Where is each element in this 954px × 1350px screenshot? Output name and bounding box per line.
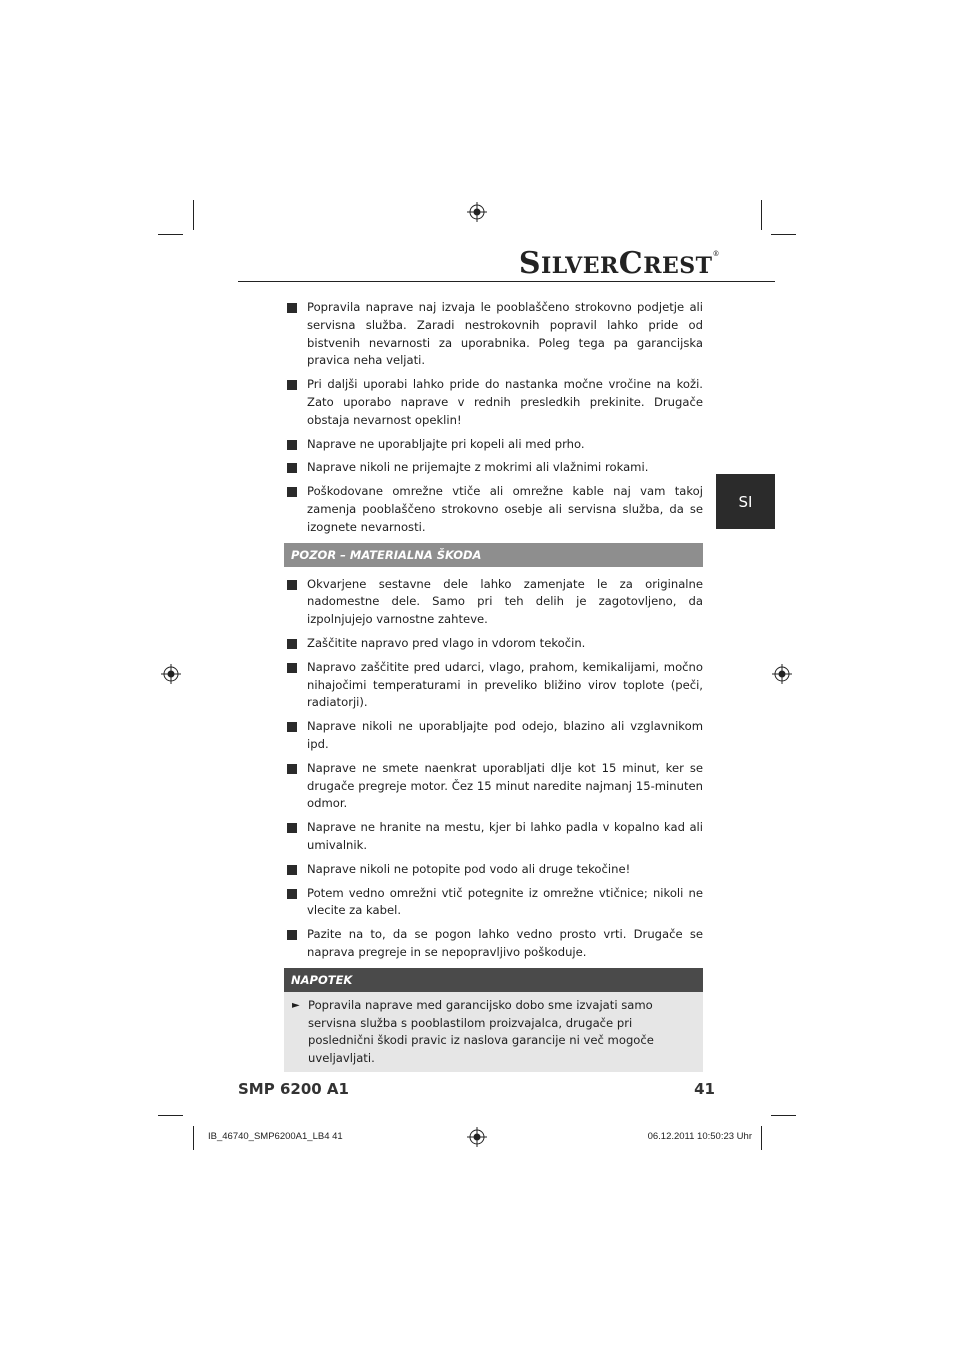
section-heading-material-damage: POZOR – MATERIALNA ŠKODA [284,543,703,567]
registration-mark-icon [467,202,487,222]
material-damage-list [284,576,703,962]
crop-mark [158,1115,183,1116]
print-slug-right: 06.12.2011 10:50:23 Uhr [647,1131,752,1142]
brand-letter: S [518,246,542,281]
crop-mark [771,1115,796,1116]
footer-model: SMP 6200 A1 [238,1080,349,1098]
square-bullet-icon [287,487,297,497]
list-item: Popravila naprave naj izvaja le pooblaščeno strokovno podjetje ali servisna služba. Zaradi nestrokovnih popravil lahko pride od bistvenih nevarnosti za uporabnika. Poleg tega pa garancijska pravica neha veljati. [284,299,703,370]
list-item: Okvarjene sestavne dele lahko zamenjate le za originalne nadomestne dele. Samo pri teh delih je zagotovljeno, da izpolnjujejo varnostne zahteve. [284,576,703,629]
list-item: Poškodovane omrežne vtiče ali omrežne kable naj vam takoj zamenja pooblaščeno strokovno osebje ali servisna služba, da se izognete nevarnosti. [284,483,703,536]
square-bullet-icon [287,463,297,473]
square-bullet-icon [287,930,297,940]
header-rule [238,281,775,282]
list-item: Naprave nikoli ne prijemajte z mokrimi ali vlažnimi rokami. [284,459,703,477]
list-item: Zaščitite napravo pred vlago in vdorom tekočin. [284,635,703,653]
square-bullet-icon [287,440,297,450]
crop-mark [771,234,796,235]
list-item: Naprave ne smete naenkrat uporabljati dlje kot 15 minut, ker se drugače pregreje motor. Čez 15 minut naredite najmanj 15-minuten odmor. [284,760,703,813]
arrow-right-icon: ► [292,999,300,1011]
crop-mark [193,1126,194,1150]
brand-logo [480,246,720,281]
brand-text: REST [643,253,713,279]
square-bullet-icon [287,722,297,732]
list-item: Naprave ne hranite na mestu, kjer bi lahko padla v kopalno kad ali umivalnik. [284,819,703,855]
list-item: Pazite na to, da se pogon lahko vedno prosto vrti. Drugače se naprava pregreje in se nepopravljivo poškoduje. [284,926,703,962]
list-item: Naprave nikoli ne potopite pod vodo ali druge tekočine! [284,861,703,879]
list-item: Pri daljši uporabi lahko pride do nastanka močne vročine na koži. Zato uporabo naprave v rednih presledkih prekinite. Drugače obstaja nevarnost opeklin! [284,376,703,429]
square-bullet-icon [287,303,297,313]
page-number: 41 [694,1080,715,1098]
square-bullet-icon [287,889,297,899]
registration-mark-icon [161,664,181,684]
square-bullet-icon [287,663,297,673]
square-bullet-icon [287,764,297,774]
brand-text: ILVER [541,253,619,279]
brand-letter: C [618,246,644,281]
registration-mark-icon [467,1127,487,1147]
crop-mark [193,200,194,230]
safety-list [284,299,703,537]
crop-mark [761,1126,762,1150]
language-tab: SI [716,474,775,529]
list-item: Potem vedno omrežni vtič potegnite iz omrežne vtičnice; nikoli ne vlecite za kabel. [284,885,703,921]
note-item: ► Popravila naprave med garancijsko dobo sme izvajati samo servisna služba s pooblastilom proizvajalca, drugače pri poslednični škodi pravic iz naslova garancije ni več mogoče uveljavljati. [292,997,654,1066]
square-bullet-icon [287,865,297,875]
list-item: Naprave nikoli ne uporabljajte pod odejo, blazino ali vzglavnikom ipd. [284,718,703,754]
square-bullet-icon [287,823,297,833]
note-box [284,992,703,1072]
list-item: Napravo zaščitite pred udarci, vlago, prahom, kemikalijami, močno nihajočimi temperaturami in preveliko bližino virov toplote (peči, radiatorji). [284,659,703,712]
square-bullet-icon [287,380,297,390]
print-slug-left: IB_46740_SMP6200A1_LB4 41 [208,1131,343,1142]
square-bullet-icon [287,580,297,590]
registered-mark: ® [712,250,720,258]
crop-mark [158,234,183,235]
list-item: Naprave ne uporabljajte pri kopeli ali med prho. [284,436,703,454]
square-bullet-icon [287,639,297,649]
registration-mark-icon [772,664,792,684]
section-heading-note: NAPOTEK [284,968,703,992]
page-content [284,299,703,1072]
crop-mark [761,200,762,230]
